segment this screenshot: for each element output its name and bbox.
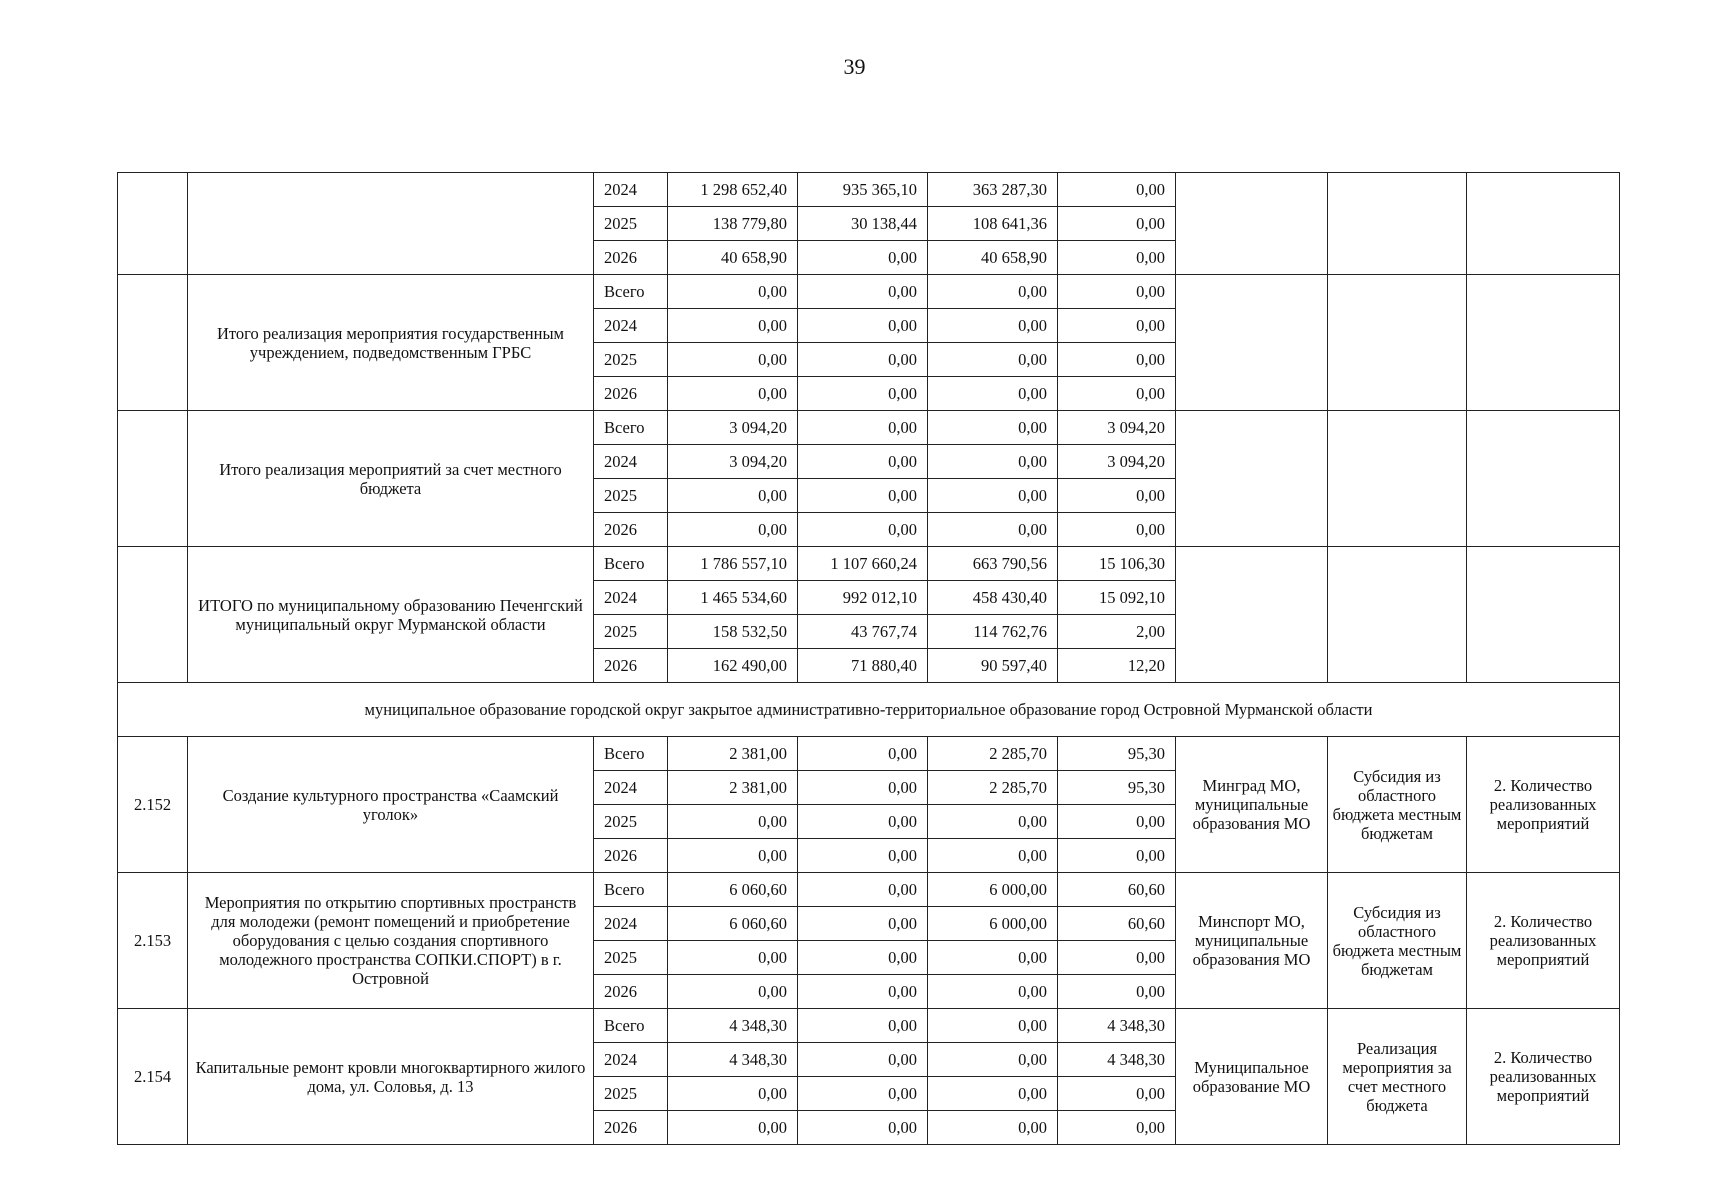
federal-budget-cell: 43 767,74 [798,615,928,649]
federal-budget-cell: 0,00 [798,241,928,275]
federal-budget-cell: 0,00 [798,411,928,445]
local-budget-cell: 3 094,20 [1058,445,1176,479]
local-budget-cell: 0,00 [1058,839,1176,873]
total-cell: 6 060,60 [668,873,798,907]
funding-source-cell [1328,411,1467,547]
indicator-cell: 2. Количество реализованных мероприятий [1467,737,1620,873]
local-budget-cell: 95,30 [1058,771,1176,805]
total-cell: 0,00 [668,941,798,975]
federal-budget-cell: 0,00 [798,445,928,479]
regional-budget-cell: 0,00 [928,1111,1058,1145]
regional-budget-cell: 90 597,40 [928,649,1058,683]
total-cell: 0,00 [668,479,798,513]
local-budget-cell: 2,00 [1058,615,1176,649]
period-cell: 2025 [594,207,668,241]
funding-source-cell [1328,275,1467,411]
local-budget-cell: 3 094,20 [1058,411,1176,445]
federal-budget-cell: 0,00 [798,737,928,771]
federal-budget-cell: 0,00 [798,1077,928,1111]
item-name: ИТОГО по муниципальному образованию Печенгский муниципальный округ Мурманской области [188,547,594,683]
federal-budget-cell: 71 880,40 [798,649,928,683]
federal-budget-cell: 0,00 [798,377,928,411]
federal-budget-cell: 0,00 [798,343,928,377]
total-cell: 3 094,20 [668,445,798,479]
period-cell: Всего [594,1009,668,1043]
executor-cell [1176,411,1328,547]
page-number: 39 [843,54,866,79]
regional-budget-cell: 0,00 [928,445,1058,479]
period-cell: 2024 [594,1043,668,1077]
period-cell: 2025 [594,805,668,839]
regional-budget-cell: 6 000,00 [928,873,1058,907]
local-budget-cell: 0,00 [1058,805,1176,839]
executor-cell: Минград МО, муниципальные образования МО [1176,737,1328,873]
total-cell: 40 658,90 [668,241,798,275]
regional-budget-cell: 114 762,76 [928,615,1058,649]
budget-table [117,172,1620,1145]
period-cell: 2026 [594,513,668,547]
funding-source-cell: Реализация мероприятия за счет местного бюджета [1328,1009,1467,1145]
funding-source-cell: Субсидия из областного бюджета местным бюджетам [1328,873,1467,1009]
indicator-cell [1467,173,1620,275]
period-cell: 2024 [594,445,668,479]
executor-cell [1176,173,1328,275]
local-budget-cell: 4 348,30 [1058,1043,1176,1077]
period-cell: 2025 [594,479,668,513]
local-budget-cell: 0,00 [1058,1077,1176,1111]
regional-budget-cell: 0,00 [928,839,1058,873]
total-cell: 0,00 [668,275,798,309]
local-budget-cell: 95,30 [1058,737,1176,771]
section-title: муниципальное образование городской округ закрытое административно-территориальное образование город Островной Мурманской области [118,683,1620,737]
regional-budget-cell: 0,00 [928,1043,1058,1077]
executor-cell: Минспорт МО, муниципальные образования МО [1176,873,1328,1009]
period-cell: Всего [594,547,668,581]
federal-budget-cell: 0,00 [798,1111,928,1145]
table-row [118,411,1620,445]
period-cell: Всего [594,411,668,445]
federal-budget-cell: 0,00 [798,975,928,1009]
total-cell: 1 298 652,40 [668,173,798,207]
period-cell: 2025 [594,343,668,377]
table-row [118,173,1620,207]
local-budget-cell: 0,00 [1058,377,1176,411]
period-cell: Всего [594,873,668,907]
total-cell: 2 381,00 [668,771,798,805]
regional-budget-cell: 0,00 [928,1077,1058,1111]
period-cell: 2024 [594,173,668,207]
period-cell: 2025 [594,615,668,649]
table-row [118,547,1620,581]
federal-budget-cell: 0,00 [798,941,928,975]
indicator-cell: 2. Количество реализованных мероприятий [1467,873,1620,1009]
period-cell: 2026 [594,377,668,411]
period-cell: 2026 [594,1111,668,1145]
item-code: 2.154 [118,1009,188,1145]
table-row [118,275,1620,309]
period-cell: 2024 [594,907,668,941]
regional-budget-cell: 108 641,36 [928,207,1058,241]
regional-budget-cell: 6 000,00 [928,907,1058,941]
item-name: Создание культурного пространства «Саамский уголок» [188,737,594,873]
local-budget-cell: 0,00 [1058,275,1176,309]
total-cell: 4 348,30 [668,1009,798,1043]
total-cell: 138 779,80 [668,207,798,241]
federal-budget-cell: 0,00 [798,275,928,309]
executor-cell [1176,275,1328,411]
indicator-cell [1467,411,1620,547]
federal-budget-cell: 992 012,10 [798,581,928,615]
total-cell: 2 381,00 [668,737,798,771]
regional-budget-cell: 0,00 [928,309,1058,343]
total-cell: 0,00 [668,513,798,547]
period-cell: 2026 [594,975,668,1009]
regional-budget-cell: 458 430,40 [928,581,1058,615]
local-budget-cell: 4 348,30 [1058,1009,1176,1043]
regional-budget-cell: 0,00 [928,805,1058,839]
local-budget-cell: 15 106,30 [1058,547,1176,581]
local-budget-cell: 0,00 [1058,241,1176,275]
federal-budget-cell: 0,00 [798,907,928,941]
regional-budget-cell: 663 790,56 [928,547,1058,581]
regional-budget-cell: 0,00 [928,479,1058,513]
item-name [188,173,594,275]
period-cell: 2026 [594,839,668,873]
item-name: Мероприятия по открытию спортивных пространств для молодежи (ремонт помещений и приобретение оборудования с целью создания спортивного молодежного пространства СОПКИ.СПОРТ) в г. Островной [188,873,594,1009]
total-cell: 0,00 [668,839,798,873]
item-code: 2.152 [118,737,188,873]
federal-budget-cell: 30 138,44 [798,207,928,241]
item-code [118,547,188,683]
federal-budget-cell: 0,00 [798,1009,928,1043]
period-cell: 2024 [594,771,668,805]
total-cell: 1 786 557,10 [668,547,798,581]
federal-budget-cell: 935 365,10 [798,173,928,207]
indicator-cell [1467,547,1620,683]
local-budget-cell: 60,60 [1058,907,1176,941]
total-cell: 1 465 534,60 [668,581,798,615]
item-name: Итого реализация мероприятия государственным учреждением, подведомственным ГРБС [188,275,594,411]
federal-budget-cell: 0,00 [798,873,928,907]
item-code [118,173,188,275]
regional-budget-cell: 0,00 [928,377,1058,411]
local-budget-cell: 15 092,10 [1058,581,1176,615]
table-row [118,873,1620,907]
total-cell: 0,00 [668,975,798,1009]
federal-budget-cell: 0,00 [798,309,928,343]
funding-source-cell: Субсидия из областного бюджета местным бюджетам [1328,737,1467,873]
local-budget-cell: 60,60 [1058,873,1176,907]
federal-budget-cell: 0,00 [798,513,928,547]
local-budget-cell: 0,00 [1058,343,1176,377]
total-cell: 4 348,30 [668,1043,798,1077]
federal-budget-cell: 0,00 [798,839,928,873]
federal-budget-cell: 0,00 [798,805,928,839]
regional-budget-cell: 0,00 [928,411,1058,445]
regional-budget-cell: 363 287,30 [928,173,1058,207]
regional-budget-cell: 2 285,70 [928,737,1058,771]
item-name: Капитальные ремонт кровли многоквартирного жилого дома, ул. Соловья, д. 13 [188,1009,594,1145]
local-budget-cell: 0,00 [1058,975,1176,1009]
item-code: 2.153 [118,873,188,1009]
local-budget-cell: 0,00 [1058,207,1176,241]
funding-source-cell [1328,547,1467,683]
total-cell: 3 094,20 [668,411,798,445]
federal-budget-cell: 0,00 [798,1043,928,1077]
regional-budget-cell: 2 285,70 [928,771,1058,805]
item-name: Итого реализация мероприятий за счет местного бюджета [188,411,594,547]
period-cell: 2024 [594,309,668,343]
period-cell: Всего [594,275,668,309]
local-budget-cell: 0,00 [1058,173,1176,207]
total-cell: 0,00 [668,1111,798,1145]
total-cell: 162 490,00 [668,649,798,683]
local-budget-cell: 0,00 [1058,479,1176,513]
regional-budget-cell: 40 658,90 [928,241,1058,275]
funding-source-cell [1328,173,1467,275]
local-budget-cell: 0,00 [1058,941,1176,975]
total-cell: 158 532,50 [668,615,798,649]
item-code [118,275,188,411]
total-cell: 0,00 [668,343,798,377]
regional-budget-cell: 0,00 [928,1009,1058,1043]
total-cell: 0,00 [668,309,798,343]
regional-budget-cell: 0,00 [928,513,1058,547]
period-cell: 2025 [594,941,668,975]
local-budget-cell: 0,00 [1058,513,1176,547]
total-cell: 0,00 [668,1077,798,1111]
period-cell: 2025 [594,1077,668,1111]
period-cell: 2026 [594,649,668,683]
section-row [118,683,1620,737]
indicator-cell: 2. Количество реализованных мероприятий [1467,1009,1620,1145]
item-code [118,411,188,547]
total-cell: 0,00 [668,805,798,839]
regional-budget-cell: 0,00 [928,975,1058,1009]
total-cell: 6 060,60 [668,907,798,941]
regional-budget-cell: 0,00 [928,941,1058,975]
period-cell: Всего [594,737,668,771]
executor-cell: Муниципальное образование МО [1176,1009,1328,1145]
local-budget-cell: 0,00 [1058,1111,1176,1145]
period-cell: 2024 [594,581,668,615]
table-row [118,737,1620,771]
local-budget-cell: 12,20 [1058,649,1176,683]
executor-cell [1176,547,1328,683]
regional-budget-cell: 0,00 [928,343,1058,377]
total-cell: 0,00 [668,377,798,411]
indicator-cell [1467,275,1620,411]
federal-budget-cell: 0,00 [798,479,928,513]
regional-budget-cell: 0,00 [928,275,1058,309]
federal-budget-cell: 0,00 [798,771,928,805]
table-row [118,1009,1620,1043]
period-cell: 2026 [594,241,668,275]
federal-budget-cell: 1 107 660,24 [798,547,928,581]
local-budget-cell: 0,00 [1058,309,1176,343]
